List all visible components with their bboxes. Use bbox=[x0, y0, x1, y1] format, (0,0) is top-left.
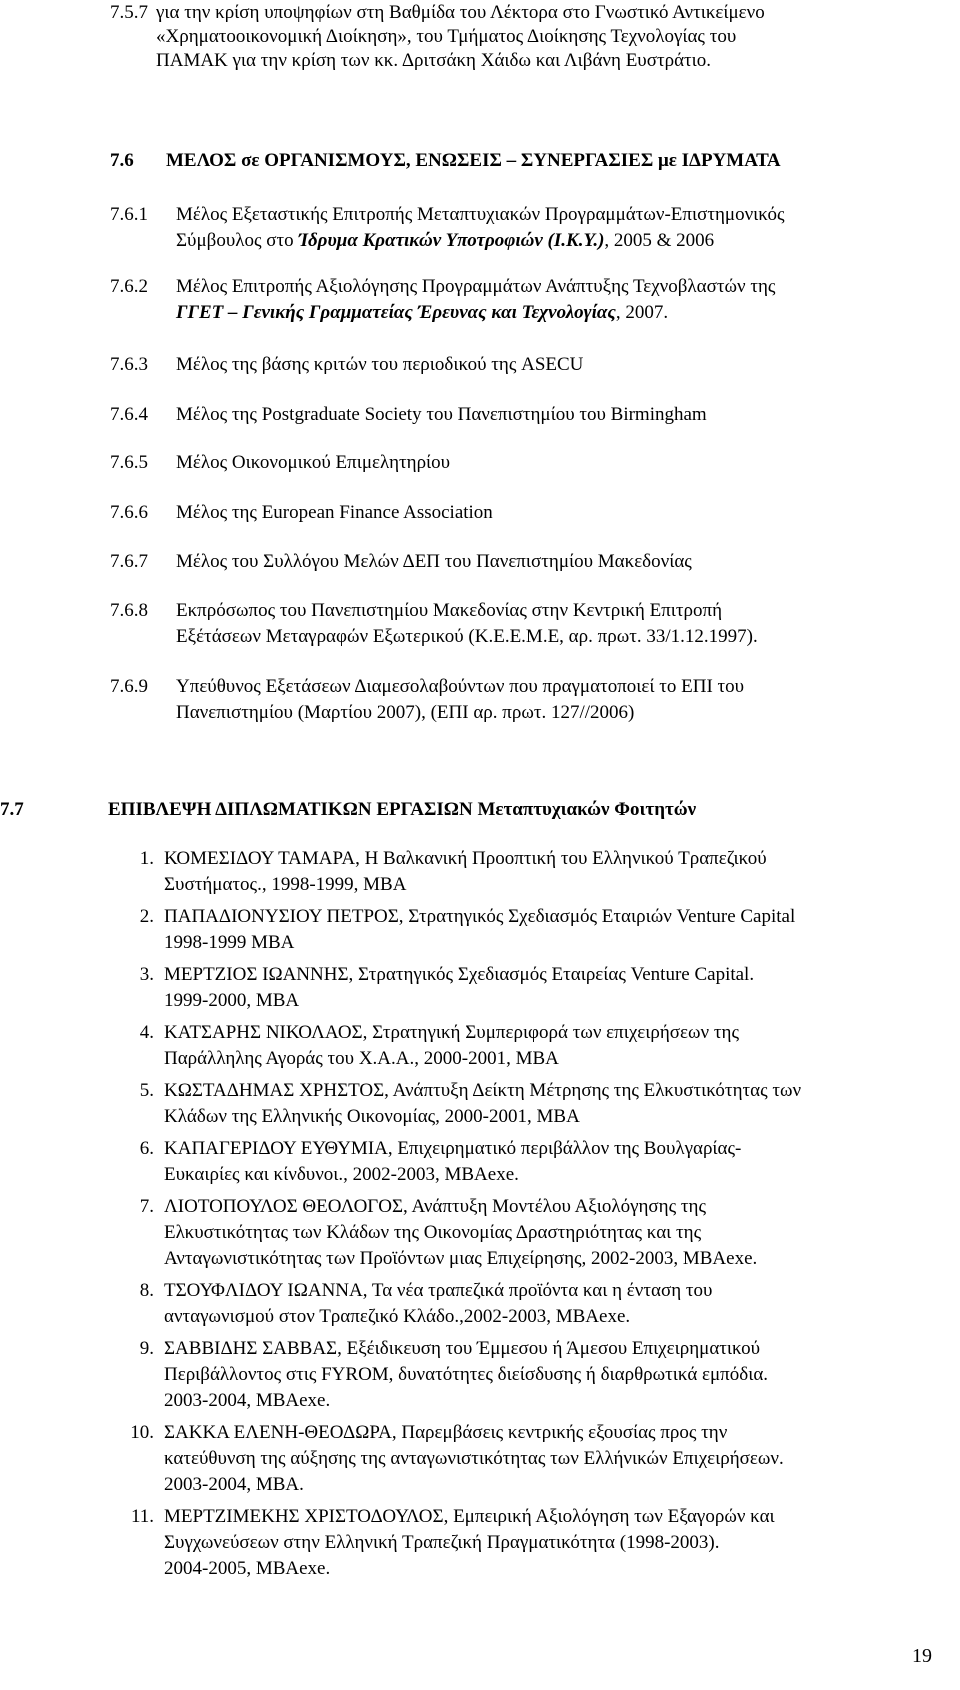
list-item-line: 2003-2004, MBA. bbox=[164, 1474, 304, 1495]
list-item-line: ΚΑΤΣΑΡΗΣ ΝΙΚΟΛΑΟΣ, Στρατηγική Συμπεριφορά των επιχειρήσεων της bbox=[164, 1022, 739, 1043]
item-7-6-4 bbox=[110, 402, 707, 428]
section-number: 7.7 bbox=[0, 799, 24, 820]
item-text: Μέλος Οικονομικού Επιμελητηρίου bbox=[176, 452, 451, 473]
list-item bbox=[108, 1136, 878, 1188]
thesis-list bbox=[108, 846, 878, 1588]
list-item-line: Ανταγωνιστικότητας των Προϊόντων μιας Επιχείρησης, 2002-2003, MBAexe. bbox=[164, 1248, 758, 1269]
item-7-5-7 bbox=[110, 0, 890, 74]
item-7-6-9 bbox=[110, 674, 890, 726]
item-text-line: Εξέτάσεων Μεταγραφών Εξωτερικού (Κ.Ε.Ε.Μ.Ε, αρ. πρωτ. 33/1.12.1997). bbox=[176, 626, 758, 647]
item-number: 7.6.4 bbox=[110, 404, 148, 425]
item-7-6-8 bbox=[110, 598, 890, 650]
section-number: 7.6 bbox=[110, 150, 134, 171]
list-item-line: ΛΙΟΤΟΠΟΥΛΟΣ ΘΕΟΛΟΓΟΣ, Ανάπτυξη Μοντέλου Αξιολόγησης της bbox=[164, 1196, 706, 1217]
item-text: Σύμβουλος στο bbox=[176, 230, 299, 251]
list-item-number: 10. bbox=[130, 1422, 154, 1443]
list-item-line: Περιβάλλοντος στις FYROM, δυνατότητες διείσδυσης ή διαρθρωτικά εμπόδια. bbox=[164, 1364, 769, 1385]
list-item-line: ΚΩΣΤΑΔΗΜΑΣ ΧΡΗΣΤΟΣ, Ανάπτυξη Δείκτη Μέτρησης της Ελκυστικότητας των bbox=[164, 1080, 802, 1101]
item-7-6-7 bbox=[110, 549, 692, 575]
item-text-line: «Χρηματοοικονομική Διοίκηση», του Τμήματος Διοίκησης Τεχνολογίας του bbox=[156, 26, 737, 47]
item-text-line: ΠΑΜΑΚ για την κρίση των κκ. Δριτσάκη Χάιδω και Λιβάνη Ευστράτιο. bbox=[156, 50, 712, 71]
list-item-line: Συγχωνεύσεων στην Ελληνική Τραπεζική Πραγματικότητα (1998-2003). bbox=[164, 1532, 720, 1553]
item-7-6-6 bbox=[110, 500, 493, 526]
list-item bbox=[108, 846, 878, 898]
list-item-number: 7. bbox=[139, 1196, 154, 1217]
list-item-line: Ευκαιρίες και κίνδυνοι., 2002-2003, MBAexe. bbox=[164, 1164, 519, 1185]
list-item-line: ΜΕΡΤΖΙΜΕΚΗΣ ΧΡΙΣΤΟΔΟΥΛΟΣ, Εμπειρική Αξιολόγηση των Εξαγορών και bbox=[164, 1506, 775, 1527]
list-item-number: 4. bbox=[139, 1022, 154, 1043]
list-item bbox=[108, 1194, 878, 1272]
item-text-line: Εκπρόσωπος του Πανεπιστημίου Μακεδονίας στην Κεντρική Επιτροπή bbox=[176, 600, 723, 621]
list-item-line: ΚΑΠΑΓΕΡΙΔΟΥ ΕΥΘΥΜΙΑ, Επιχειρηματικό περιβάλλον της Βουλγαρίας- bbox=[164, 1138, 742, 1159]
list-item-number: 3. bbox=[139, 964, 154, 985]
list-item bbox=[108, 1020, 878, 1072]
item-text: , 2007. bbox=[615, 302, 669, 323]
item-number: 7.6.3 bbox=[110, 354, 148, 375]
list-item bbox=[108, 904, 878, 956]
item-text: Μέλος της Postgraduate Society του Πανεπιστημίου του Birmingham bbox=[176, 404, 707, 425]
institution-name: ΓΓΕΤ – Γενικής Γραμματείας Έρευνας και Τεχνολογίας bbox=[176, 302, 616, 323]
item-number: 7.6.5 bbox=[110, 452, 148, 473]
item-text-line: Μέλος Επιτροπής Αξιολόγησης Προγραμμάτων Ανάπτυξης Τεχνοβλαστών της bbox=[176, 276, 776, 297]
list-item-number: 1. bbox=[139, 848, 154, 869]
list-item-number: 6. bbox=[139, 1138, 154, 1159]
list-item-line: ΤΣΟΥΦΛΙΔΟΥ ΙΩΑΝΝΑ, Τα νέα τραπεζικά προϊόντα και η ένταση του bbox=[164, 1280, 713, 1301]
list-item-line: ανταγωνισμού στον Τραπεζικό Κλάδο.,2002-2003, MBAexe. bbox=[164, 1306, 631, 1327]
item-number: 7.6.8 bbox=[110, 600, 148, 621]
item-text-line: για την κρίση υποψηφίων στη Βαθμίδα του Λέκτορα στο Γνωστικό Αντικείμενο bbox=[156, 2, 765, 23]
item-7-6-3 bbox=[110, 352, 583, 378]
item-number: 7.6.2 bbox=[110, 276, 148, 297]
section-heading-7-7 bbox=[0, 797, 696, 823]
list-item-number: 2. bbox=[139, 906, 154, 927]
item-text: , 2005 & 2006 bbox=[604, 230, 715, 251]
item-7-6-1 bbox=[110, 202, 890, 254]
item-7-6-5 bbox=[110, 450, 450, 476]
list-item-line: ΠΑΠΑΔΙΟΝΥΣΙΟΥ ΠΕΤΡΟΣ, Στρατηγικός Σχεδιασμός Εταιριών Venture Capital bbox=[164, 906, 796, 927]
list-item bbox=[108, 962, 878, 1014]
list-item-line: Κλάδων της Ελληνικής Οικονομίας, 2000-2001, MBA bbox=[164, 1106, 580, 1127]
list-item-line: ΣΑΒΒΙΔΗΣ ΣΑΒΒΑΣ, Εξέιδικευση του Έμμεσου ή Άμεσου Επιχειρηματικού bbox=[164, 1338, 761, 1359]
item-text-line: Μέλος Εξεταστικής Επιτροπής Μεταπτυχιακών Προγραμμάτων-Επιστημονικός bbox=[176, 204, 785, 225]
item-number: 7.6.6 bbox=[110, 502, 148, 523]
item-number: 7.6.9 bbox=[110, 676, 148, 697]
list-item-line: κατεύθυνση της αύξησης της ανταγωνιστικότητας των Ελλήνικών Επιχειρήσεων. bbox=[164, 1448, 784, 1469]
list-item-line: 2004-2005, MBAexe. bbox=[164, 1558, 331, 1579]
list-item bbox=[108, 1420, 878, 1498]
list-item-line: Συστήματος., 1998-1999, MBA bbox=[164, 874, 407, 895]
list-item bbox=[108, 1504, 878, 1582]
list-item-line: 1999-2000, MBA bbox=[164, 990, 300, 1011]
list-item bbox=[108, 1278, 878, 1330]
list-item bbox=[108, 1336, 878, 1414]
item-number: 7.6.1 bbox=[110, 204, 148, 225]
list-item-line: Ελκυστικότητας των Κλάδων της Οικονομίας Δραστηριότητας και της bbox=[164, 1222, 702, 1243]
institution-name: Ίδρυμα Κρατικών Υποτροφιών (Ι.Κ.Υ.) bbox=[298, 230, 605, 251]
item-text-line: Πανεπιστημίου (Μαρτίου 2007), (ΕΠΙ αρ. πρωτ. 127//2006) bbox=[176, 702, 635, 723]
list-item-number: 5. bbox=[139, 1080, 154, 1101]
list-item-line: 2003-2004, MBAexe. bbox=[164, 1390, 331, 1411]
list-item-line: ΚΟΜΕΣΙΔΟΥ ΤΑΜΑΡΑ, Η Βαλκανική Προοπτική του Ελληνικού Τραπεζικού bbox=[164, 848, 767, 869]
list-item bbox=[108, 1078, 878, 1130]
item-7-6-2 bbox=[110, 274, 890, 326]
section-title: ΜΕΛΟΣ σε ΟΡΓΑΝΙΣΜΟΥΣ, ΕΝΩΣΕΙΣ – ΣΥΝΕΡΓΑΣΙΕΣ με ΙΔΡΥΜΑΤΑ bbox=[166, 150, 781, 171]
list-item-number: 8. bbox=[139, 1280, 154, 1301]
list-item-line: ΣΑΚΚΑ ΕΛΕΝΗ-ΘΕΟΔΩΡΑ, Παρεμβάσεις κεντρικής εξουσίας προς την bbox=[164, 1422, 728, 1443]
list-item-line: 1998-1999 MBA bbox=[164, 932, 295, 953]
section-title: ΕΠΙΒΛΕΨΗ ΔΙΠΛΩΜΑΤΙΚΩΝ ΕΡΓΑΣΙΩΝ Μεταπτυχιακών Φοιτητών bbox=[108, 799, 697, 820]
list-item-number: 11. bbox=[130, 1506, 154, 1527]
item-text: Μέλος της European Finance Association bbox=[176, 502, 493, 523]
list-item-line: ΜΕΡΤΖΙΟΣ ΙΩΑΝΝΗΣ, Στρατηγικός Σχεδιασμός Εταιρείας Venture Capital. bbox=[164, 964, 755, 985]
item-text: Μέλος του Συλλόγου Μελών ΔΕΠ του Πανεπιστημίου Μακεδονίας bbox=[176, 551, 692, 572]
item-number: 7.5.7 bbox=[110, 2, 148, 23]
section-heading-7-6 bbox=[110, 148, 781, 174]
item-number: 7.6.7 bbox=[110, 551, 148, 572]
list-item-number: 9. bbox=[139, 1338, 154, 1359]
list-item-line: Παράλληλης Αγοράς του Χ.Α.Α., 2000-2001, MBA bbox=[164, 1048, 559, 1069]
item-text: Μέλος της βάσης κριτών του περιοδικού της ASECU bbox=[176, 354, 584, 375]
page-number: 19 bbox=[912, 1645, 932, 1667]
item-text-line: Υπεύθυνος Εξετάσεων Διαμεσολαβούντων που πραγματοποιεί το ΕΠΙ του bbox=[176, 676, 745, 697]
